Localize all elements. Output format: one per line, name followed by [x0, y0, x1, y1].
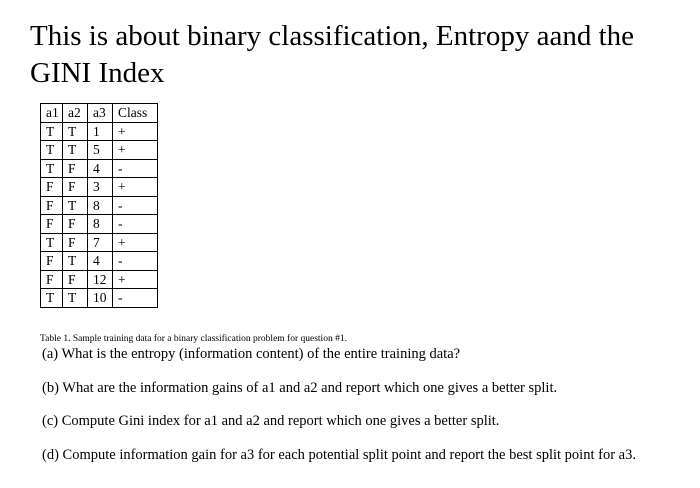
- cell-a2: F: [63, 215, 88, 234]
- column-header-class: Class: [113, 104, 158, 123]
- cell-a3: 4: [88, 252, 113, 271]
- cell-a3: 1: [88, 122, 113, 141]
- column-header-a3: a3: [88, 104, 113, 123]
- table-header-row: [41, 104, 158, 123]
- cell-class: -: [113, 252, 158, 271]
- table-row: [41, 159, 158, 178]
- cell-a2: T: [63, 122, 88, 141]
- cell-a1: F: [41, 196, 63, 215]
- cell-class: +: [113, 270, 158, 289]
- cell-a3: 10: [88, 289, 113, 308]
- column-header-a1: a1: [41, 104, 63, 123]
- table-row: [41, 178, 158, 197]
- cell-class: +: [113, 178, 158, 197]
- cell-a2: T: [63, 289, 88, 308]
- question-c: (c) Compute Gini index for a1 and a2 and report which one gives a better split.: [42, 413, 500, 429]
- table-row: [41, 270, 158, 289]
- cell-a3: 3: [88, 178, 113, 197]
- cell-a2: F: [63, 159, 88, 178]
- page-title: This is about binary classification, Entropy aand the GINI Index: [30, 20, 635, 89]
- cell-a1: T: [41, 159, 63, 178]
- cell-a2: T: [63, 196, 88, 215]
- cell-class: -: [113, 159, 158, 178]
- cell-a1: T: [41, 141, 63, 160]
- cell-a1: T: [41, 289, 63, 308]
- cell-class: -: [113, 289, 158, 308]
- cell-a1: F: [41, 215, 63, 234]
- cell-a2: F: [63, 270, 88, 289]
- question-d: (d) Compute information gain for a3 for each potential split point and report the best split point for a3.: [42, 447, 636, 463]
- cell-a3: 4: [88, 159, 113, 178]
- table-caption: Table 1. Sample training data for a binary classification problem for question #1.: [40, 334, 347, 344]
- table-row: [41, 252, 158, 271]
- cell-a3: 12: [88, 270, 113, 289]
- cell-a2: T: [63, 252, 88, 271]
- table-row: [41, 289, 158, 308]
- cell-a2: T: [63, 141, 88, 160]
- cell-a1: F: [41, 252, 63, 271]
- cell-a1: T: [41, 122, 63, 141]
- column-header-a2: a2: [63, 104, 88, 123]
- cell-a3: 5: [88, 141, 113, 160]
- cell-class: -: [113, 196, 158, 215]
- cell-a1: T: [41, 233, 63, 252]
- table-row: [41, 196, 158, 215]
- cell-a1: F: [41, 270, 63, 289]
- cell-class: +: [113, 141, 158, 160]
- cell-a1: F: [41, 178, 63, 197]
- cell-class: +: [113, 233, 158, 252]
- cell-class: +: [113, 122, 158, 141]
- cell-class: -: [113, 215, 158, 234]
- cell-a3: 8: [88, 215, 113, 234]
- cell-a2: F: [63, 233, 88, 252]
- table-row: [41, 215, 158, 234]
- table-row: [41, 141, 158, 160]
- table-row: [41, 233, 158, 252]
- question-a: (a) What is the entropy (information content) of the entire training data?: [42, 346, 461, 362]
- question-b: (b) What are the information gains of a1 and a2 and report which one gives a better split.: [42, 380, 558, 396]
- training-data-table: [40, 103, 158, 308]
- table-row: [41, 122, 158, 141]
- cell-a2: F: [63, 178, 88, 197]
- cell-a3: 7: [88, 233, 113, 252]
- cell-a3: 8: [88, 196, 113, 215]
